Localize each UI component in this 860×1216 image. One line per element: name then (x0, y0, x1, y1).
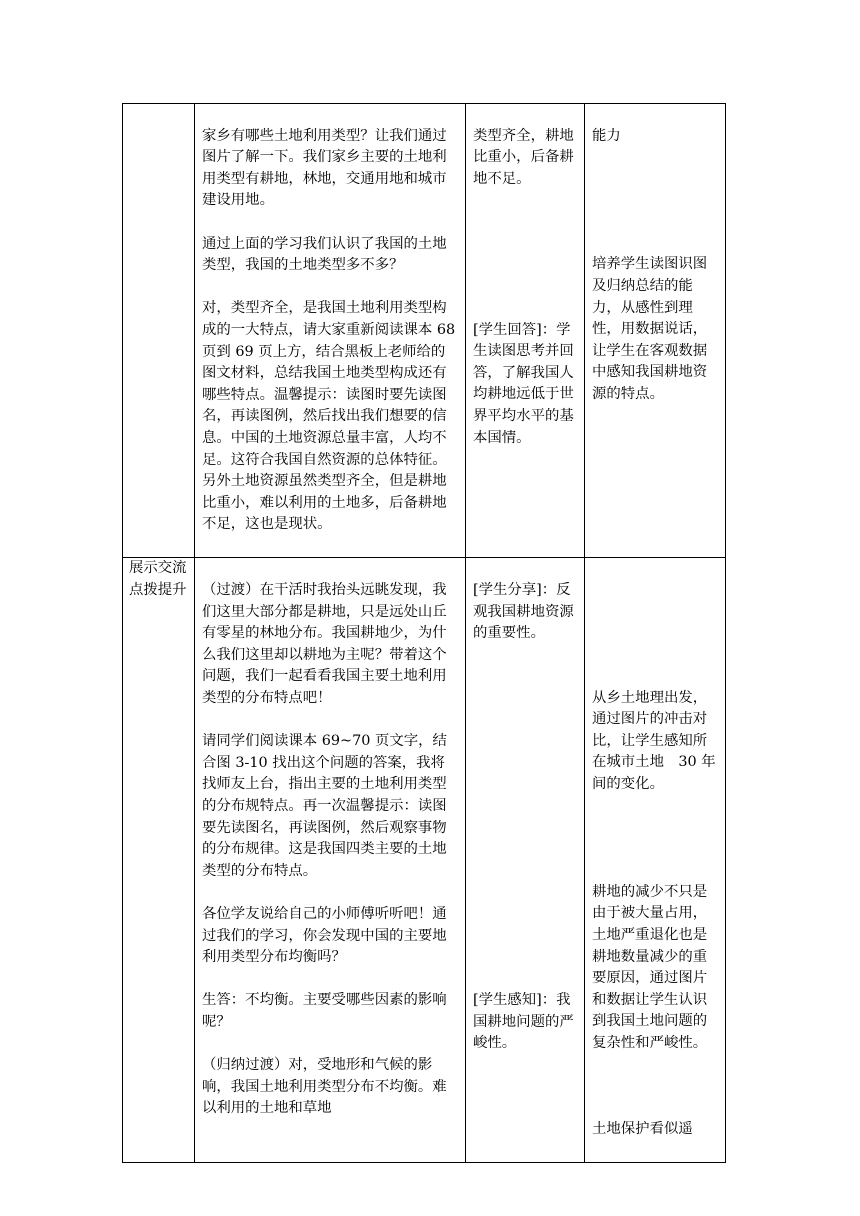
teacher-paragraph: 对，类型齐全，是我国土地利用类型构成的一大特点，请大家重新阅读课本 68 页到 69 页上方，结合黑板上老师给的图文材料，总结我国土地类型构成还有哪些特点。温馨提示：读图时要先读图名，再读图例，然后找出我们想要的信息。中国的土地资源总量丰富，人均不足。这符合我国自然资源的总体特征。另外土地资源虽然类型齐全，但是耕地比重小，难以利用的土地多，后备耕地不足，这也是现状。 (202, 300, 456, 533)
table-row (123, 104, 726, 558)
intent-paragraph: 土地保护看似遥 (592, 1120, 693, 1137)
lesson-plan-table (122, 103, 726, 1163)
design-intent-cell (585, 104, 726, 558)
student-activity-cell (466, 558, 585, 1162)
teacher-paragraph: （过渡）在干活时我抬头远眺发现，我们这里大部分都是耕地，只是远处山丘有零星的林地分布。我国耕地少，为什么我们这里却以耕地为主呢？带着这个问题，我们一起看看我国主要土地利用类型的分布特点吧！ (202, 582, 447, 707)
teacher-paragraph: （归纳过渡）对，受地形和气候的影响，我国土地利用类型分布不均衡。难以利用的土地和草地 (202, 1057, 447, 1117)
teacher-paragraph: 生答：不均衡。主要受哪些因素的影响呢？ (202, 992, 447, 1030)
teacher-paragraph: 通过上面的学习我们认识了我国的土地类型，我国的土地类型多不多？ (202, 235, 447, 274)
student-paragraph: 类型齐全，耕地比重小，后备耕地不足。 (473, 127, 574, 187)
intent-paragraph: 从乡土地理出发，通过图片的冲击对比，让学生感知所在城市土地 30 年间的变化。 (592, 689, 716, 793)
design-intent-cell (585, 558, 726, 1162)
teacher-activity-cell (195, 104, 466, 558)
teacher-paragraph: 请同学们阅读课本 69~70 页文字，结合图 3-10 找出这个问题的答案，我将找师友上台，指出主要的土地利用类型的分布规特点。再一次温馨提示：读图要先读图名，再读图例，然后观察事物的分布规律。这是我国四类主要的土地类型的分布特点。 (202, 733, 447, 879)
intent-paragraph: 培养学生读图识图及归纳总结的能力，从感性到理性，用数据说话，让学生在客观数据中感知我国耕地资源的特点。 (592, 256, 708, 402)
table-row (123, 558, 726, 1162)
intent-paragraph: 耕地的减少不只是由于被大量占用，土地严重退化也是耕地数量减少的重要原因，通过图片和数据让学生认识到我国土地问题的复杂性和严峻性。 (592, 883, 708, 1051)
teacher-activity-cell (195, 558, 466, 1162)
phase-cell (123, 104, 195, 558)
student-paragraph: [学生回答]：学生读图思考并回答，了解我国人均耕地远低于世界平均水平的基本国情。 (473, 321, 574, 446)
phase-cell (123, 558, 195, 1162)
student-paragraph: [学生感知]：我国耕地问题的严峻性。 (473, 992, 574, 1052)
student-activity-cell (466, 104, 585, 558)
teacher-paragraph: 家乡有哪些土地利用类型？让我们通过图片了解一下。我们家乡主要的土地利用类型有耕地，林地，交通用地和城市建设用地。 (202, 127, 447, 209)
student-paragraph: [学生分享]：反观我国耕地资源的重要性。 (473, 582, 574, 642)
intent-paragraph: 能力 (592, 127, 621, 144)
phase-text: 展示交流点拨提升 (129, 560, 187, 599)
teacher-paragraph: 各位学友说给自己的小师傅听听吧！通过我们的学习，你会发现中国的主要地利用类型分布均衡吗？ (202, 905, 447, 966)
